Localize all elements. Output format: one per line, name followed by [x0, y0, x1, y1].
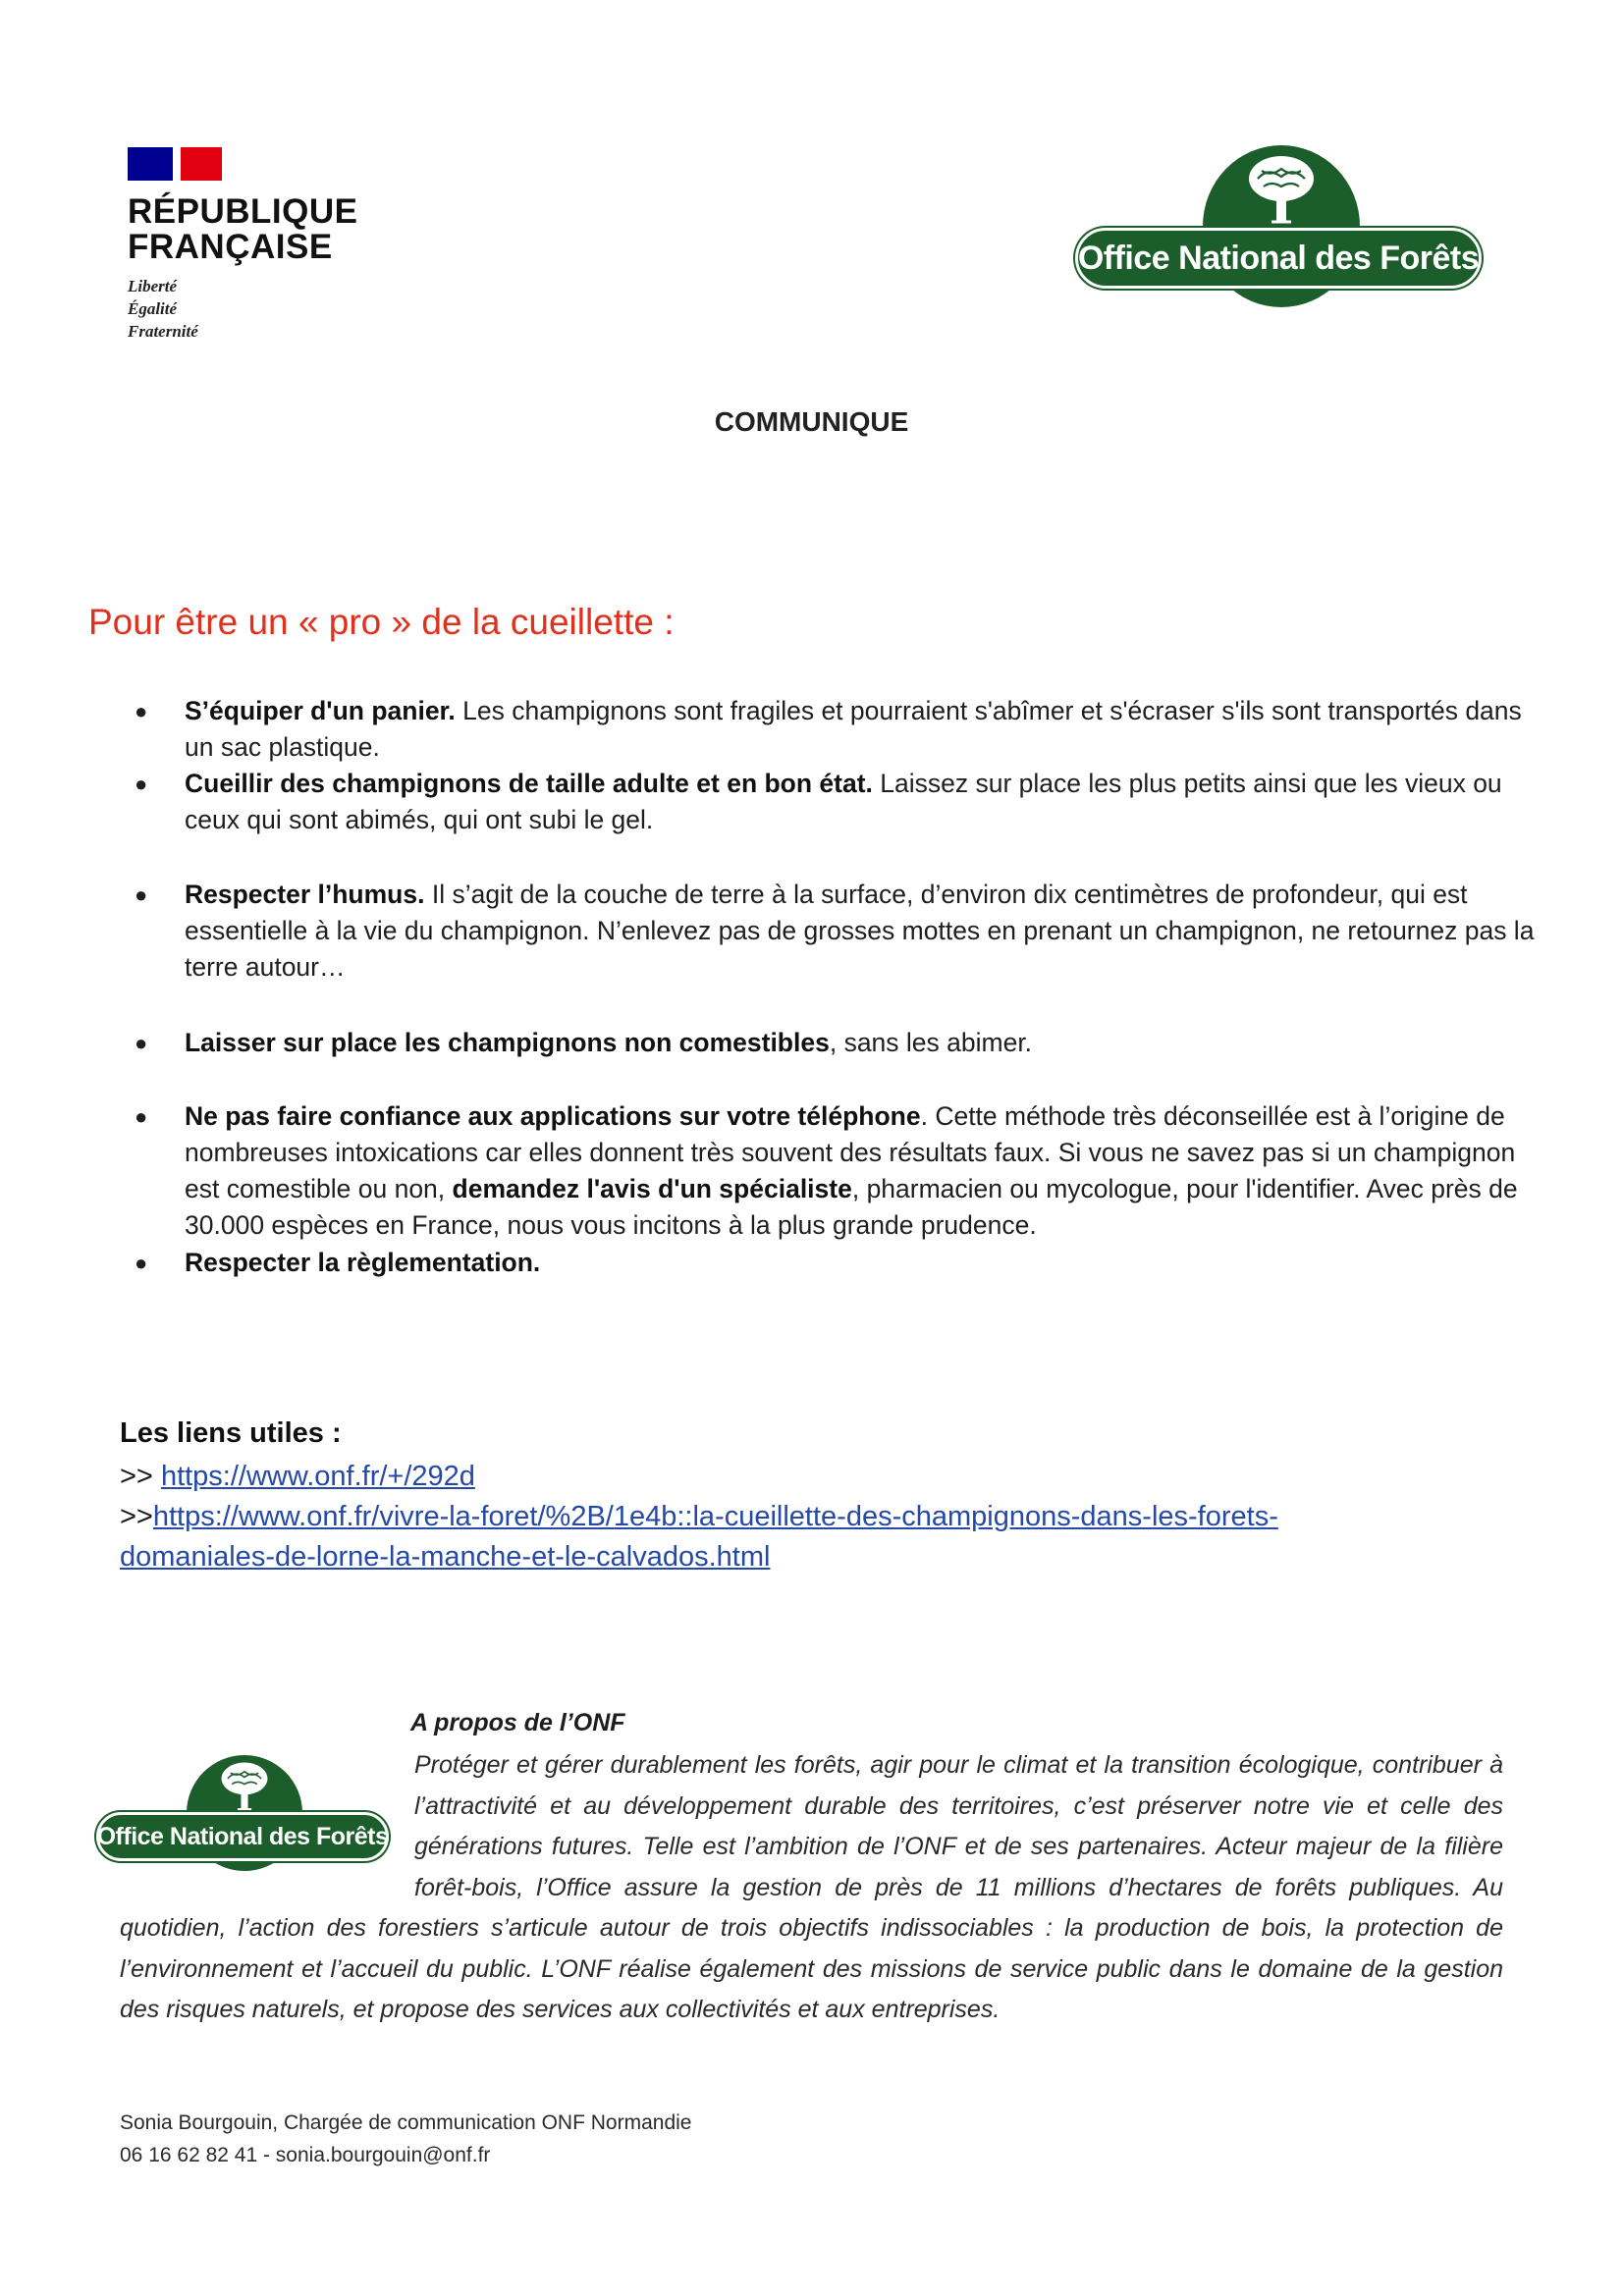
link-prefix: >>: [120, 1501, 153, 1532]
list-item: [135, 766, 1552, 838]
bullet-icon: ●: [135, 1251, 148, 1275]
motto-liberte: Liberté: [128, 277, 178, 295]
links-heading: Les liens utiles :: [120, 1417, 342, 1449]
contact-block: [120, 2107, 691, 2171]
onf-logo-label: Office National des Forêts: [1075, 228, 1482, 289]
tip-bold: Laisser sur place les champignons non comestibles: [185, 1028, 830, 1057]
contact-phone-email: 06 16 62 82 41 - sonia.bourgouin@onf.fr: [120, 2144, 491, 2166]
tree-icon: [218, 1760, 271, 1811]
contact-name: Sonia Bourgouin, Chargée de communication ONF Normandie: [120, 2111, 692, 2134]
republique-name-line1: RÉPUBLIQUE: [128, 192, 358, 231]
motto-fraternite: Fraternité: [128, 322, 198, 341]
tip-text: , sans les abimer.: [829, 1028, 1033, 1057]
onf-logo-header: [1075, 145, 1488, 307]
republique-name-line2: FRANÇAISE: [128, 228, 333, 266]
onf-cueillette-link-part2[interactable]: domaniales-de-lorne-la-manche-et-le-calvados.html: [120, 1541, 771, 1573]
tip-text: . Cette méthode très déconseillée est à l’origine de nombreuses intoxications car elles donnent très souvent des résultats faux. Si vous ne savez pas si un champignon est comestible ou non,: [185, 1101, 1516, 1203]
republique-francaise-logo: [128, 147, 363, 343]
tip-bold: Cueillir des champignons de taille adulte et en bon état.: [185, 769, 873, 798]
motto-egalite: Égalité: [128, 299, 178, 318]
about-title: A propos de l’ONF: [410, 1709, 625, 1736]
tip-bold-secondary: demandez l'avis d'un spécialiste: [452, 1174, 852, 1203]
list-item: [135, 693, 1552, 766]
bullet-icon: ●: [135, 772, 148, 796]
bullet-icon: ●: [135, 699, 148, 723]
list-item: [135, 1098, 1552, 1244]
link-row: [120, 1537, 770, 1577]
list-item: [135, 1025, 1552, 1061]
tip-bold: Respecter l’humus.: [185, 880, 425, 909]
about-text: Protéger et gérer durablement les forêts, agir pour le climat et la transition écologique, contribuer à l’attractivité et au développement durable des territoires, c’est préserver notre vie et celle des générations futures. Telle est l’ambition de l’ONF et de ses partenaires. Acteur majeur de la filière forêt-bois, l’Office assure la gestion de près de 11 millions d’hectares de forêts publiques. Au quotidien, l’action des forestiers s’articule autour de trois objectifs indissociables : la production de bois, la protection de l’environnement et l’accueil du public. L’ONF réalise également des missions de service public dans le domaine de la gestion des risques naturels, et propose des services aux collectivités et aux entreprises.: [120, 1751, 1503, 2023]
tip-bold: Respecter la règlementation.: [185, 1248, 541, 1277]
section-heading: Pour être un « pro » de la cueillette :: [88, 602, 675, 642]
tree-icon: [1244, 153, 1319, 224]
tip-bold: Ne pas faire confiance aux applications sur votre téléphone: [185, 1101, 921, 1131]
bullet-icon: ●: [135, 882, 148, 907]
flag-blue-band: [128, 147, 173, 181]
bullet-icon: ●: [135, 1031, 148, 1055]
link-row: [120, 1497, 1278, 1537]
bullet-icon: ●: [135, 1104, 148, 1129]
link-row: [120, 1457, 475, 1497]
flag-white-band: [173, 147, 181, 181]
link-prefix: >>: [120, 1461, 161, 1492]
onf-logo-label: Office National des Forêts: [96, 1812, 389, 1861]
onf-logo-footer: [96, 1755, 391, 1871]
tip-text: Il s’agit de la couche de terre à la surface, d’environ dix centimètres de profondeur, qui est essentielle à la vie du champignon. N’enlevez pas de grosses mottes en prenant un champignon, ne retournez pas la terre autour…: [185, 880, 1535, 982]
republique-name: [128, 194, 363, 265]
tip-bold: S’équiper d'un panier.: [185, 696, 456, 725]
onf-cueillette-link-part1[interactable]: https://www.onf.fr/vivre-la-foret/%2B/1e4b::la-cueillette-des-champignons-dans-les-forets-: [152, 1501, 1278, 1532]
tip-text: Laissez sur place les plus petits ainsi que les vieux ou ceux qui sont abimés, qui ont subi le gel.: [185, 769, 1502, 834]
flag-red-band: [181, 147, 222, 181]
tip-text-secondary: , pharmacien ou mycologue, pour l'identifier. Avec près de 30.000 espèces en France, nous vous incitons à la plus grande prudence.: [185, 1174, 1518, 1240]
document-label: COMMUNIQUE: [714, 406, 909, 437]
list-item: [135, 877, 1552, 986]
republique-motto: [128, 275, 363, 343]
list-item: [135, 1245, 1552, 1281]
french-flag-icon: [128, 147, 222, 181]
onf-short-link[interactable]: https://www.onf.fr/+/292d: [160, 1461, 475, 1492]
tip-text: Les champignons sont fragiles et pourraient s'abîmer et s'écraser s'ils sont transportés dans un sac plastique.: [185, 696, 1522, 762]
